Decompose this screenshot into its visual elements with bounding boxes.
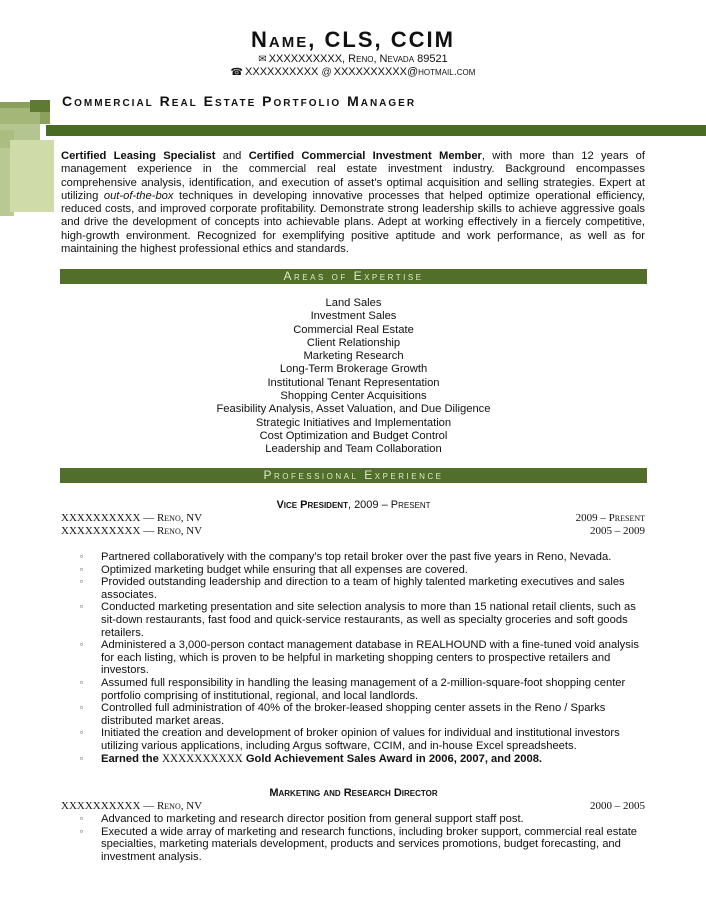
- summary-and: and: [215, 150, 249, 162]
- expertise-item: Cost Optimization and Budget Control: [259, 429, 448, 442]
- bullet-square-icon: ▫: [80, 753, 83, 763]
- header-rule: [46, 125, 706, 136]
- bullet-square-icon: ▫: [80, 826, 83, 836]
- expertise-item: Land Sales: [325, 297, 382, 309]
- bullet-square-icon: ▫: [80, 577, 83, 587]
- role-title-text: Marketing and Research Director: [269, 787, 438, 799]
- employer-dates: 2009 – Present: [575, 512, 645, 524]
- expertise-item: Feasibility Analysis, Asset Valuation, and Due Diligence: [216, 403, 491, 416]
- list-item: ▫ Assumed full responsibility in handling the leasing management of a 2-million-square-foot shopping center portfolio comprising of institutional, regional, and local landlords.: [80, 676, 626, 702]
- list-item: ▫ Initiated the creation and development of broker opinion of values for individual and institutional investors utilizing various applications, including Argus software, CCIM, and in-house Excel spreadsheets.: [80, 727, 620, 752]
- credential-2: Certified Commercial Investment Member: [248, 150, 482, 162]
- decorative-square: [30, 100, 50, 112]
- expertise-item: Leadership and Team Collaboration: [265, 443, 442, 456]
- list-item: ▫ Earned the XXXXXXXXXX Gold Achievement Sales Award in 2006, 2007, and 2008.: [80, 752, 543, 765]
- role-dates: , 2009 – Present: [347, 499, 431, 511]
- candidate-name: Name, CLS, CCIM: [251, 27, 455, 52]
- expertise-item: Investment Sales: [310, 310, 397, 323]
- bullet-square-icon: ▫: [80, 564, 83, 574]
- list-item: ▫ Executed a wide array of marketing and research functions, including broker support, commercial real estate specialties, marketing materials development, products and services promotions, budget forecasting, and investment analysis.: [80, 825, 638, 863]
- credential-1: Certified Leasing Specialist: [61, 150, 216, 162]
- phone-email-line: [0, 66, 706, 79]
- employer-name: XXXXXXXXXX — Reno, NV: [61, 800, 203, 812]
- role-title: [60, 499, 647, 511]
- at-icon: @: [321, 67, 332, 78]
- list-item: ▫ Administered a 3,000-person contact management database in REALHOUND with a fine-tuned void analysis for each listing, which is proven to be helpful in marketing shopping centers to prospective retailers and investors.: [80, 639, 639, 677]
- role-title: [60, 787, 647, 799]
- bullet-square-icon: ▫: [80, 814, 83, 823]
- list-item: ▫ Controlled full administration of 40% of the broker-leased shopping center assets in the Reno / Sparks distributed market areas.: [80, 702, 606, 727]
- expertise-item: Shopping Center Acquisitions: [280, 390, 427, 403]
- job-title: Commercial Real Estate Portfolio Manager: [62, 93, 417, 109]
- expertise-item: Client Relationship: [306, 336, 401, 349]
- summary-italic: out-of-the-box: [103, 189, 174, 202]
- bullet-square-icon: ▫: [80, 602, 83, 612]
- decorative-square: [10, 140, 54, 212]
- employer-dates: 2005 – 2009: [590, 525, 645, 537]
- envelope-icon: ✉: [258, 54, 267, 65]
- bullet-square-icon: ▫: [80, 703, 83, 713]
- expertise-item: Long-Term Brokerage Growth: [279, 363, 428, 376]
- bullet-square-icon: ▫: [80, 728, 83, 738]
- email-text: XXXXXXXXXX@hotmail.com: [333, 66, 476, 78]
- summary-paragraph: [61, 150, 645, 256]
- expertise-item: Commercial Real Estate: [293, 323, 414, 336]
- role1-bullets: [80, 551, 645, 765]
- bullet-square-icon: ▫: [80, 552, 83, 561]
- role-title-text: Vice President: [276, 499, 348, 511]
- employer-dates: 2000 – 2005: [590, 800, 645, 812]
- list-item: ▫ Optimized marketing budget while ensuring that all expenses are covered.: [80, 563, 468, 576]
- list-item: ▫ Partnered collaboratively with the company’s top retail broker over the past five years in Reno, Nevada.: [80, 551, 612, 563]
- list-item: ▫ Provided outstanding leadership and direction to a team of highly talented marketing executives and sales associates.: [80, 576, 625, 601]
- expertise-item: Institutional Tenant Representation: [267, 376, 440, 389]
- section-header-expertise: Areas of Expertise: [60, 269, 647, 284]
- bullet-square-icon: ▫: [80, 640, 83, 650]
- expertise-item: Marketing Research: [303, 350, 404, 363]
- role2-bullets: [80, 813, 645, 863]
- phone-text: XXXXXXXXXX: [245, 66, 319, 78]
- address-text: XXXXXXXXXX, Reno, Nevada 89521: [268, 53, 448, 65]
- section-header-experience: Professional Experience: [60, 468, 647, 483]
- summary-text-1: , with more than 12 years of management experience in the commercial real estate investment industry. Background encompasses comprehensive analysis, identification, and execution of asset’s optimal acquisition and selling strategies. Expert at utilizing: [61, 150, 645, 202]
- phone-icon: ☎: [230, 67, 244, 78]
- expertise-list: [60, 297, 647, 457]
- list-item: ▫ Conducted marketing presentation and site selection analysis to more than 15 national retail clients, such as sit-down restaurants, fast food and quick-service restaurants, as well as specialty groceries and soft goods retailers.: [80, 601, 636, 639]
- employer-name: XXXXXXXXXX — Reno, NV: [61, 525, 203, 537]
- expertise-item: Strategic Initiatives and Implementation: [255, 416, 452, 429]
- employer-name: XXXXXXXXXX — Reno, NV: [61, 512, 203, 524]
- summary-text-2: techniques in developing innovative processes that helped optimize operational efficiency, reduced costs, and improved corporate profitability. Demonstrate strong leadership skills to achieve aggressive goals and drive the development of concepts into achievable plans. Adept at working effectively in a fiercely competitive, high-growth environment. Recognized for exemplifying positive aptitude and work performance, as well as for maintaining the highest professional ethics and standards.: [61, 189, 646, 256]
- bullet-square-icon: ▫: [80, 677, 83, 687]
- list-item: ▫ Advanced to marketing and research director position from general support staff post.: [80, 813, 524, 825]
- address-line: [0, 53, 706, 66]
